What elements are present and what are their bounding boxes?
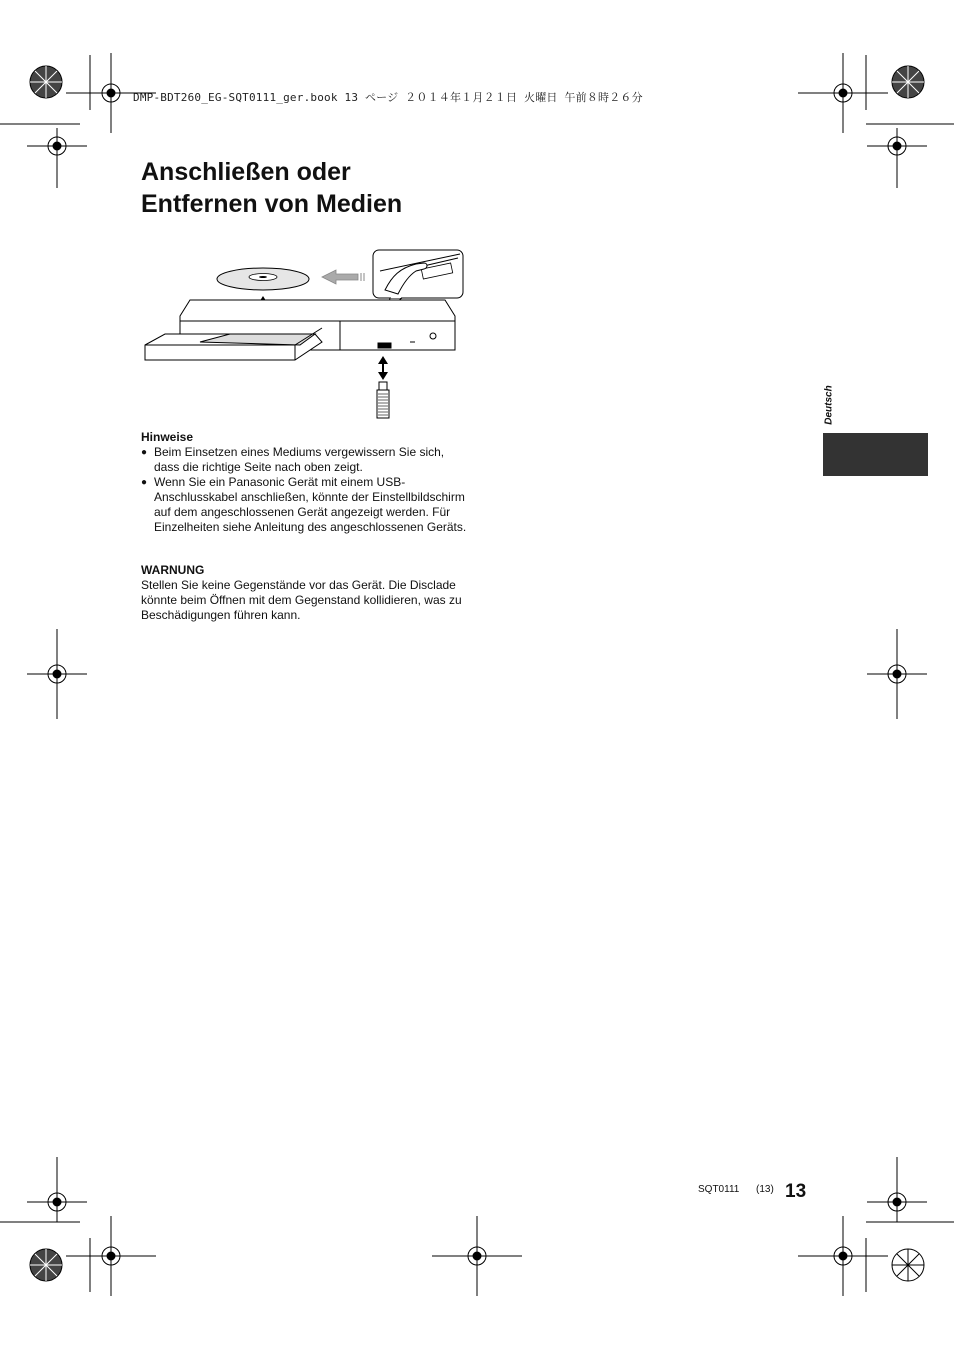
notes-section: [141, 430, 471, 535]
finger-press-icon: [373, 250, 463, 308]
notes-heading: Hinweise: [141, 430, 194, 444]
print-header: DMP-BDT260_EG-SQT0111_ger.book 13 ページ ２０１４年１月２１日 火曜日 午前８時２６分: [133, 91, 643, 104]
document-code: SQT0111: [698, 1184, 740, 1195]
language-label: [814, 380, 844, 430]
title-line-1: Anschließen oder: [141, 158, 351, 186]
disc-icon: [217, 268, 309, 290]
warning-text: Stellen Sie keine Gegenstände vor das Gerät. Die Disclade könnte beim Öffnen mit dem Gegenstand kollidieren, was zu Beschädigungen führen kann.: [141, 578, 462, 622]
warning-heading: WARNUNG: [141, 563, 205, 577]
eject-arrow-icon: [322, 270, 364, 284]
bullet-icon: ●: [141, 477, 148, 488]
language-tab-marker: [823, 433, 928, 476]
usb-stick-icon: [377, 382, 389, 418]
list-item: [141, 475, 471, 535]
note-text: Wenn Sie ein Panasonic Gerät mit einem USB-Anschlusskabel anschließen, könnte der Einstellbildschirm auf dem angeschlossenen Gerät angezeigt werden. Für Einzelheiten siehe Anleitung des angeschlossenen Geräts.: [154, 475, 467, 534]
page-number: 13: [785, 1181, 807, 1202]
footer-code: [698, 1184, 774, 1195]
document-page-ref: (13): [756, 1184, 774, 1195]
title-line-2: Entfernen von Medien: [141, 190, 403, 218]
player-illustration: [140, 246, 470, 426]
warning-section: [141, 563, 471, 623]
player-icon: [145, 300, 455, 360]
list-item: [141, 445, 471, 475]
note-text: Beim Einsetzen eines Mediums vergewissern Sie sich, dass die richtige Seite nach oben zeigt.: [154, 445, 445, 474]
page-title: [141, 156, 402, 220]
bullet-icon: ●: [141, 447, 148, 458]
notes-list: [141, 445, 471, 535]
language-label-text: Deutsch: [823, 385, 835, 425]
